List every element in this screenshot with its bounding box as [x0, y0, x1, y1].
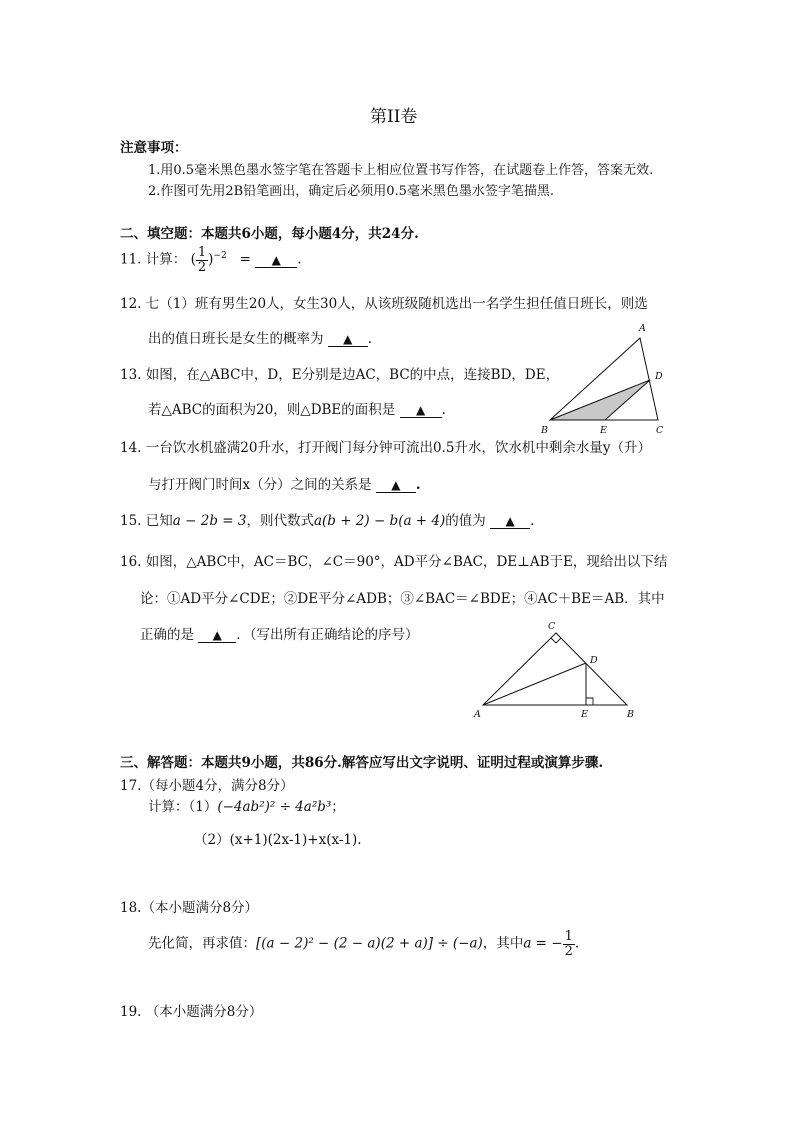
q11-paren-open: (	[190, 251, 196, 268]
q12-line1: 七（1）班有男生20人，女生30人，从该班级随机选出一名学生担任值日班长，则选	[145, 296, 648, 312]
q13-line2: 若△ABC的面积为20，则△DBE的面积是	[148, 402, 396, 418]
answer-marker: ▲	[271, 252, 281, 267]
question-12-line2: 出的值日班长是女生的概率为 ▲ .	[148, 331, 373, 347]
q18-mid: ，其中	[482, 935, 524, 952]
q11-frac-den: 2	[197, 259, 207, 275]
note-item-2: 2.作图可先用2B铅笔画出，确定后必须用0.5毫米黑色墨水签字笔描黑.	[148, 184, 555, 199]
q16-number: 16.	[120, 554, 142, 570]
segment-ad	[483, 663, 586, 705]
notes-heading: 注意事项：	[120, 140, 188, 156]
question-17-head: 17.（每小题4分，满分8分）	[120, 778, 294, 794]
q15-post: 的值为	[445, 513, 486, 529]
label-d: D	[655, 371, 663, 382]
question-14-line2: 与打开阀门时间x（分）之间的关系是 ▲ .	[148, 477, 421, 493]
q17-expr1: (−4ab²)² ÷ 4a²b³	[217, 799, 332, 815]
question-17-part1	[148, 799, 345, 815]
right-angle-mark-e	[586, 698, 593, 705]
q11-equals: =	[239, 251, 251, 268]
q18-frac-num: 1	[564, 929, 573, 944]
q15-expression: a(b + 2) − b(a + 4)	[313, 513, 446, 529]
label-b: B	[541, 425, 548, 436]
question-18-body	[148, 930, 579, 958]
question-13-line2: 若△ABC的面积为20，则△DBE的面积是 ▲ .	[148, 402, 446, 418]
q16-line1: 如图，△ABC中，AC＝BC，∠C＝90°，AD平分∠BAC，DE⊥AB于E，现给出以下结	[145, 554, 668, 570]
page-title: 第II卷	[370, 107, 418, 127]
answer-marker: ▲	[505, 514, 515, 528]
right-angle-mark-c	[551, 638, 561, 643]
answer-marker: ▲	[415, 403, 426, 417]
section-2-heading: 二、填空题：本题共6小题，每小题4分，共24分.	[120, 226, 419, 242]
label-c: C	[656, 425, 664, 436]
q15-number: 15.	[120, 513, 142, 529]
q14-line2: 与打开阀门时间x（分）之间的关系是	[148, 477, 372, 493]
q18-pre: 先化简，再求值：	[148, 935, 256, 952]
q18-end: .	[574, 935, 580, 952]
q11-exponent: −2	[213, 251, 227, 262]
label-c2: C	[548, 621, 556, 632]
label-a2: A	[474, 709, 481, 720]
q14-number: 14.	[120, 440, 142, 456]
q11-frac-num: 1	[197, 245, 207, 260]
q11-paren-close: )	[208, 251, 214, 268]
q18-frac-den: 2	[564, 943, 573, 959]
q16-line3a: 正确的是	[140, 627, 194, 643]
label-e2: E	[581, 709, 588, 720]
answer-marker: ▲	[343, 332, 353, 346]
note-item-1: 1.用0.5毫米黑色墨水签字笔在答题卡上相应位置书写作答，在试题卷上作答，答案无效.	[148, 163, 654, 178]
label-a: A	[639, 323, 646, 334]
q15-pre: 已知	[145, 513, 173, 529]
question-18-head: 18.（本小题满分8分）	[120, 900, 259, 916]
triangle-abc-right	[483, 633, 627, 705]
q17-calc: 计算：（1）	[148, 799, 218, 815]
question-11: 11. 计算： ( $\frac{1}{2}$ )$^{-2}$ = ▲ .	[120, 245, 302, 275]
section-3-heading: 三、解答题：本题共9小题，共86分.解答应写出文字说明、证明过程或演算步骤.	[120, 755, 604, 771]
question-19-head: 19. （本小题满分8分）	[120, 1004, 263, 1020]
question-17-part2: （2）(x+1)(2x-1)+x(x-1).	[194, 832, 362, 848]
answer-marker: ▲	[391, 478, 401, 492]
q12-number: 12.	[120, 296, 142, 312]
answer-marker: ▲	[212, 628, 222, 642]
question-16-line2: 论：①AD平分∠CDE；②DE平分∠ADB；③∠BAC＝∠BDE；④AC＋BE＝AB．其中	[140, 591, 665, 607]
q11-text: 计算：	[145, 251, 187, 268]
q17-p1-end: ；	[331, 799, 345, 815]
q18-fraction	[563, 930, 575, 958]
q13-line1: 如图，在△ABC中，D，E分别是边AC，BC的中点，连接BD，DE，	[145, 367, 560, 383]
label-e: E	[600, 425, 607, 436]
q18-expression: [(a − 2)² − (2 − a)(2 + a)] ÷ (−a)	[256, 935, 483, 952]
label-d2: D	[590, 655, 598, 666]
label-b2: B	[627, 709, 634, 720]
q12-line2: 出的值日班长是女生的概率为	[148, 331, 324, 347]
q18-var: a = −	[523, 935, 563, 952]
question-15: 15. 已知a − 2b = 3，则代数式a(b + 2) − b(a + 4)的值为 ▲ .	[120, 513, 535, 529]
q15-mid: ，则代数式	[246, 513, 314, 529]
q13-number: 13.	[120, 367, 142, 383]
q11-number: 11.	[120, 251, 142, 268]
q14-line1: 一台饮水机盛满20升水，打开阀门每分钟可流出0.5升水，饮水机中剩余水量y（升）	[145, 440, 652, 456]
q15-condition: a − 2b = 3	[172, 513, 247, 529]
q16-line3b: ．（写出所有正确结论的序号）	[236, 627, 419, 643]
